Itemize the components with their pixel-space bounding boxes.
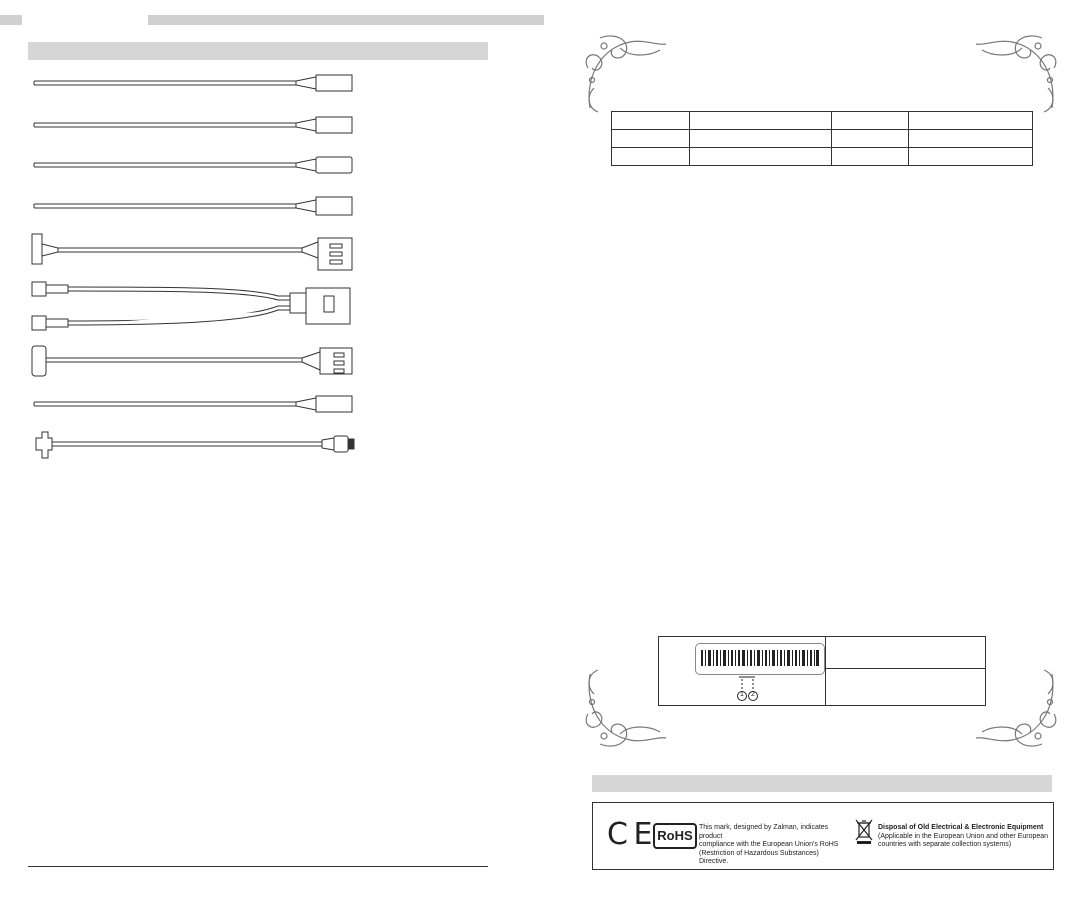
section-bar-certification [592, 775, 1052, 792]
section-bar-cables [28, 42, 488, 60]
table-cell [612, 130, 690, 148]
table-cell [612, 148, 690, 166]
led-cable-9 [36, 432, 354, 458]
rohs-statement-line: compliance with the European Union's RoHS [699, 841, 839, 848]
rohs-statement-line: This mark, designed by Zalman, indicates product [699, 824, 829, 840]
label-divider [825, 637, 826, 705]
rohs-mark-icon: RoHS [653, 823, 697, 849]
certification-box [592, 802, 1054, 870]
usb-y-cable-6 [32, 282, 350, 330]
table-cell [909, 148, 1033, 166]
power-cable-7 [32, 346, 352, 376]
table-row [612, 148, 1033, 166]
ornament-top-left [580, 28, 670, 118]
table-row [612, 112, 1033, 130]
table-cell [690, 130, 832, 148]
header-bar-left [148, 15, 544, 25]
fan-cable-8 [34, 396, 352, 412]
rohs-statement [699, 824, 849, 867]
table-cell [909, 130, 1033, 148]
weee-statement-line: countries with separate collection systems) [878, 841, 1012, 848]
weee-statement-line: (Applicable in the European Union and other European [878, 832, 1049, 840]
header-cable-5 [32, 234, 352, 270]
spec-table [611, 111, 1033, 166]
fan-cable-1 [34, 75, 352, 91]
footer-rule-left [28, 866, 488, 867]
marker-leaders [735, 675, 765, 705]
crossed-bin-icon [855, 819, 873, 845]
weee-statement [878, 824, 1050, 850]
ornament-top-right [972, 28, 1062, 118]
weee-title: Disposal of Old Electrical & Electronic Equipment [878, 824, 1044, 831]
table-cell [832, 112, 909, 130]
table-row [612, 130, 1033, 148]
ornament-bottom-left [580, 664, 670, 754]
table-cell [832, 130, 909, 148]
table-cell [832, 148, 909, 166]
serial-label-box [658, 636, 986, 706]
cable-illustrations [28, 66, 368, 466]
fan-cable-4 [34, 197, 352, 215]
rohs-statement-line: (Restriction of Hazardous Substances) Directive. [699, 849, 819, 865]
table-cell [612, 112, 690, 130]
label-divider [825, 668, 985, 669]
fan-cable-2 [34, 117, 352, 133]
ce-mark-icon: C E [607, 817, 651, 852]
header-tab-block [0, 15, 22, 25]
table-cell [690, 112, 832, 130]
marker-1-label: 1 [740, 691, 744, 698]
marker-2-label: 2 [751, 691, 755, 698]
table-cell [909, 112, 1033, 130]
fan-cable-3 [34, 157, 352, 173]
barcode-icon [701, 650, 819, 666]
table-cell [690, 148, 832, 166]
